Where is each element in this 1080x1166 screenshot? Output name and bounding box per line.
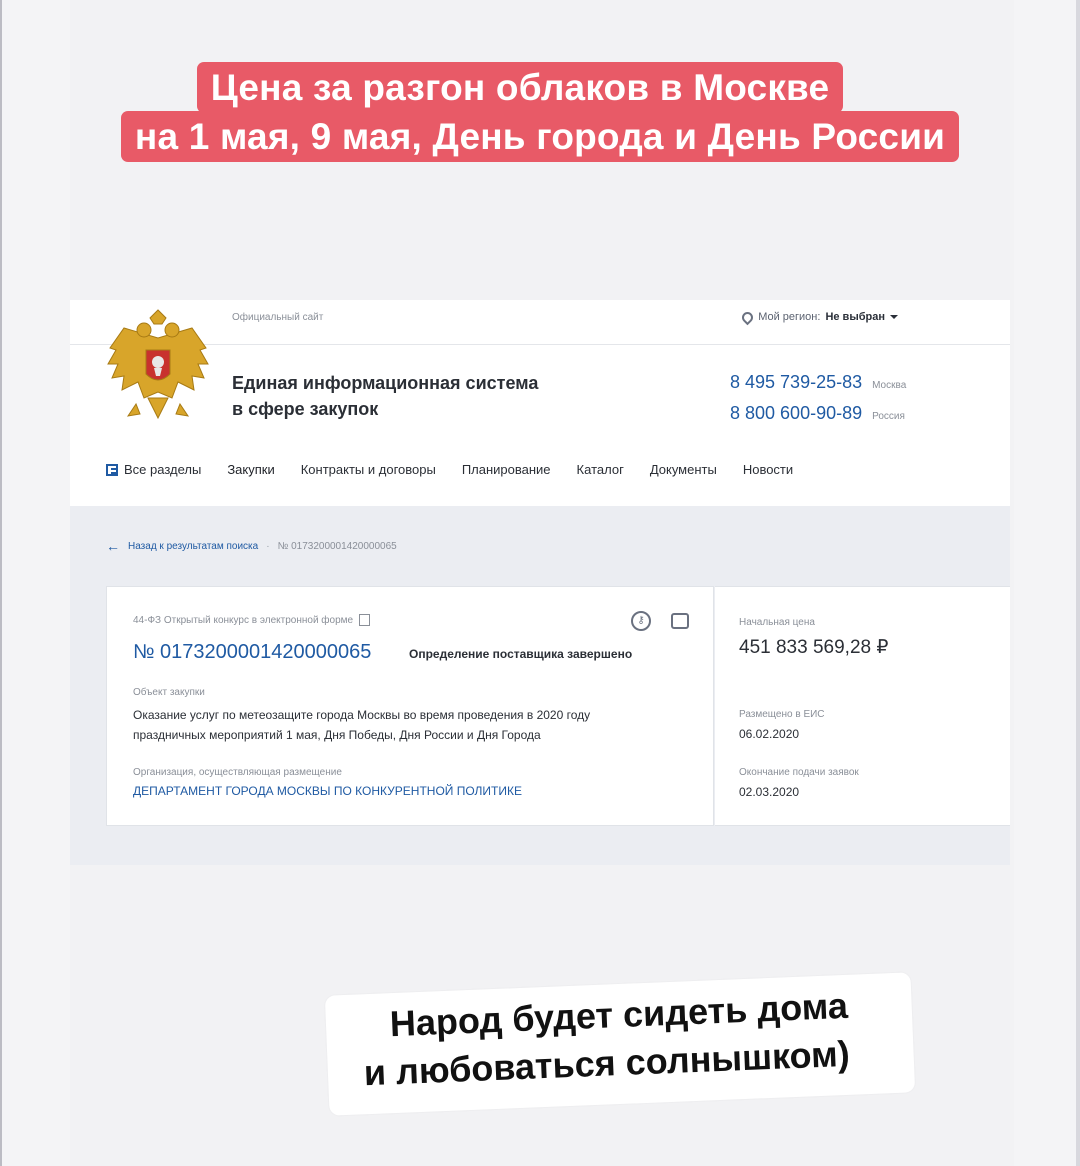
headline-banner	[0, 62, 1080, 162]
breadcrumb-separator: ·	[266, 540, 270, 552]
breadcrumb	[106, 538, 397, 554]
site-name-line-2: в сфере закупок	[232, 399, 379, 419]
nav-item-news[interactable]: Новости	[742, 462, 794, 477]
phone-list	[730, 372, 906, 434]
right-edge	[1076, 0, 1080, 1166]
phone-row	[730, 403, 906, 434]
left-edge	[0, 0, 2, 1166]
print-icon[interactable]	[671, 613, 689, 629]
caption-line-1: Народ будет сидеть дома	[389, 984, 849, 1045]
nav-all-sections[interactable]	[106, 462, 201, 477]
phone-row	[730, 372, 906, 403]
region-label: Мой регион:	[758, 311, 821, 323]
nav-item-contracts[interactable]: Контракты и договоры	[300, 462, 436, 477]
nav-item-purchases[interactable]: Закупки	[227, 462, 275, 477]
caption-sticker	[325, 972, 915, 1115]
site-name[interactable]	[232, 370, 538, 422]
posted-label: Размещено в ЕИС	[739, 709, 825, 720]
chevron-down-icon	[890, 315, 898, 319]
russian-coat-of-arms-icon	[104, 308, 212, 426]
copy-icon[interactable]	[359, 614, 370, 626]
deadline-value: 02.03.2020	[739, 785, 800, 799]
card-tools	[631, 611, 689, 631]
official-site-label: Официальный сайт	[232, 312, 324, 323]
back-to-results-link[interactable]: Назад к результатам поиска	[128, 540, 259, 552]
breadcrumb-current: № 0173200001420000065	[277, 540, 397, 552]
org-label: Организация, осуществляющая размещение	[133, 767, 342, 778]
headline-line-2: на 1 мая, 9 мая, День города и День России	[121, 111, 959, 162]
price-value: 451 833 569,28 ₽	[739, 637, 889, 658]
nav-item-planning[interactable]: Планирование	[461, 462, 551, 477]
price-label: Начальная цена	[739, 617, 815, 628]
purchase-number[interactable]: № 0173200001420000065	[133, 641, 372, 663]
headline-line-1: Цена за разгон облаков в Москве	[197, 62, 844, 113]
posted-value: 06.02.2020	[739, 727, 800, 741]
purchase-side-panel	[715, 586, 1010, 826]
org-link[interactable]: ДЕПАРТАМЕНТ ГОРОДА МОСКВЫ ПО КОНКУРЕНТНОЙ ПОЛИТИКЕ	[133, 784, 523, 798]
key-icon[interactable]: ⚷	[631, 611, 651, 631]
law-type: 44-ФЗ Открытый конкурс в электронной форме	[133, 614, 354, 626]
phone-city: Россия	[872, 411, 905, 422]
caption-line-2: и любоваться солнышком)	[363, 1032, 851, 1094]
nav-item-catalog[interactable]: Каталог	[576, 462, 624, 477]
phone-number[interactable]: 8 495 739-25-83	[730, 372, 863, 392]
law-type-line	[133, 614, 370, 626]
menu-grid-icon	[106, 464, 118, 476]
location-pin-icon	[740, 309, 756, 325]
site-header	[70, 300, 1010, 506]
object-line-2: праздничных мероприятий 1 мая, Дня Победы, Дня России и Дня Города	[133, 728, 541, 742]
object-text	[133, 705, 703, 745]
phone-number[interactable]: 8 800 600-90-89	[730, 403, 863, 423]
region-value: Не выбран	[825, 311, 885, 323]
deadline-label: Окончание подачи заявок	[739, 767, 859, 778]
object-label: Объект закупки	[133, 687, 205, 698]
object-line-1: Оказание услуг по метеозащите города Москвы во время проведения в 2020 году	[133, 708, 591, 722]
main-nav	[106, 462, 793, 477]
site-name-line-1: Единая информационная система	[232, 373, 539, 393]
nav-all-sections-label: Все разделы	[124, 462, 202, 477]
arrow-left-icon[interactable]: ←	[106, 538, 120, 554]
region-selector[interactable]	[742, 311, 898, 323]
purchase-card	[106, 586, 714, 826]
phone-city: Москва	[872, 380, 907, 391]
procurement-screenshot	[70, 300, 1010, 865]
status-badge: Определение поставщика завершено	[409, 647, 633, 661]
nav-item-documents[interactable]: Документы	[649, 462, 717, 477]
